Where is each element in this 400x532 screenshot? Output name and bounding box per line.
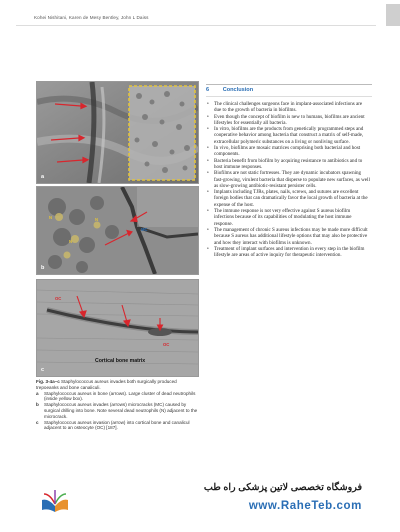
caption-item-b (36, 402, 198, 419)
bullet-item: • In vivo, biofilms are mosaic matrices comprising both bacterial and host components. (206, 145, 370, 158)
caption-title: Fig. 3-4a–c (36, 379, 60, 384)
figure-c-label-oc2: OC (163, 342, 170, 347)
caption-item-key: b (36, 402, 39, 408)
caption-item-text: Staphylococcus aureus invasion (arrow) into cortical bone and canalicul adjacent to an osteocyte (OC) [187]. (44, 419, 190, 431)
figure-b-label-n2: N (69, 239, 73, 244)
figure-caption (36, 379, 198, 431)
bullet-item: • Treatment of implant surfaces and intervention in every step in the biofilm lifestyle are areas of active inquiry for therapeutic intervention. (206, 246, 370, 259)
caption-title-rest: Staphylococcus aureus invades both surgically produced trepoeanks and bone canaliculi. (36, 379, 177, 390)
footer-watermark (40, 480, 362, 520)
footer-url-link[interactable]: www.RaheTeb.com (248, 500, 362, 512)
figure-b-letter: b (41, 265, 45, 271)
figure-a-micrograph (36, 81, 199, 184)
caption-item-a (36, 391, 198, 403)
caption-item-text: Staphylococcus aureus invades (arrows) microcracks (MC) caused by surgical drilling into bone. Note several dead neutrophils (N) adjacent to the microcrack. (44, 402, 198, 419)
book-logo-icon (40, 484, 70, 514)
bullet-item: • The management of chronic S aureus infections may be made more difficult because S aureus has additional lifestyle options that may also be protective and how they interact with biofilms is unknown. (206, 227, 370, 246)
figure-a-image (37, 82, 198, 183)
bullet-item: • Biofilms are not static fortresses. They are dynamic incubators spawning fast-growing, virulent bacteria that disperse to populate new surfaces, as well as slow-growing antibiotic-resistant persister cells. (206, 170, 370, 189)
bullet-item: • Even though the concept of biofilm is new to humans, biofilms are ancient lifestyles for essentially all bacteria. (206, 114, 370, 127)
figure-b-label-mc: MC (141, 227, 148, 232)
figure-b-micrograph (36, 186, 199, 275)
figure-b-label-n1: N (49, 215, 53, 220)
figure-c-overlay-label: Cortical bone matrix (95, 358, 146, 364)
figure-b-image (37, 187, 198, 274)
section-number: 6 (206, 87, 210, 93)
bullet-item: • Bacteria benefit from biofilm by acquiring resistance to antibiotics and to host immune responses. (206, 158, 370, 171)
bullet-item: • The immune response is not very effective against S aureus biofilm infections because of its capabilities of modulating the host immune response. (206, 208, 370, 227)
figure-c-letter: c (41, 367, 45, 373)
figure-b-label-n3: N (95, 217, 99, 222)
figure-c-micrograph (36, 279, 199, 377)
bullet-item: • The clinical challenges surgeons face in implant-associated infections are due to the growth of bacteria in biofilms. (206, 101, 370, 114)
caption-item-key: a (36, 390, 39, 396)
section-heading (206, 87, 253, 93)
footer-store-name: فروشگاه تخصصی لاتین پزشکی راه طب (203, 482, 362, 493)
running-head-authors: Kohei Nishitani, Karen de Mesy Bentley, John L Daiss (34, 15, 149, 20)
header-rule (16, 25, 376, 26)
bullet-item: • Implants including TJRs, plates, nails, screws, and sutures are excellent foreign bodies that can dramatically favor the local growth of bacteria at the expense of the host. (206, 189, 370, 208)
caption-item-c (36, 420, 198, 432)
conclusion-bullet-list (206, 101, 370, 258)
page-corner-tab (386, 4, 400, 26)
caption-item-key: c (36, 419, 39, 425)
bullet-item: • In vitro, biofilms are the products from genetically programmed steps and cooperative behavior among bacteria that construct a matrix of self-made, extracellular polymeric substances on a living or nonliving surface. (206, 126, 370, 145)
caption-item-text: Staphylococcus aureus in bone (arrows). Large cluster of dead neutrophils (inside yellow box). (44, 390, 196, 402)
section-title: Conclusion (222, 87, 254, 93)
section-rule-bottom (206, 96, 372, 97)
figure-c-label-oc1: OC (55, 296, 62, 301)
figure-a-letter: a (41, 174, 45, 180)
section-rule-top (206, 84, 372, 85)
